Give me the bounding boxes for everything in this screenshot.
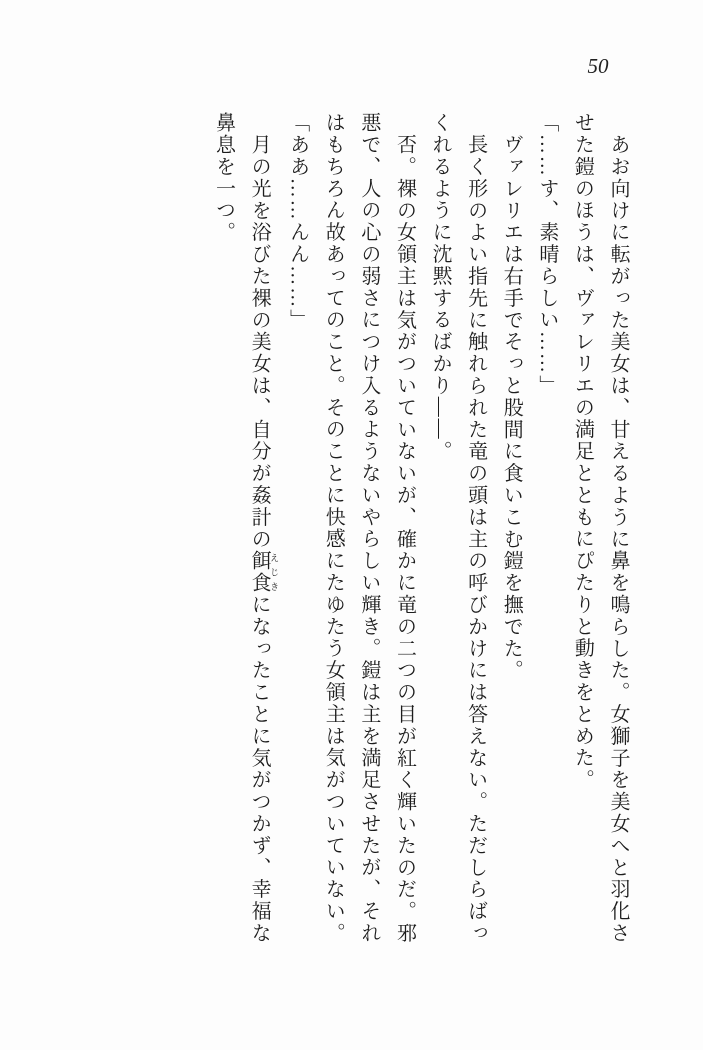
- dialogue-paragraph: 「ああ……んん……」: [286, 112, 309, 331]
- page-text-vertical: [205, 112, 635, 952]
- narration-paragraph: 月の光を浴びた裸の美女は、自分が姦計の餌食 えじきになったことに気がつかず、幸福な鼻息を一つ。: [212, 112, 280, 945]
- dialogue-paragraph: 「……す、素晴らしい……」: [535, 112, 558, 397]
- narration-paragraph: あお向けに転がった美女は、甘えるように鼻を鳴らした。女獅子を美女へと羽化させた鎧のほうは、ヴァレリエの満足とともにぴたりと動きをとめた。: [571, 112, 629, 945]
- narration-paragraph: ヴァレリエは右手でそっと股間に食いこむ鎧を撫でた。: [500, 134, 523, 682]
- page-number: 50: [587, 54, 609, 78]
- narration-paragraph: 否。裸の女領主は気がついていないが、確かに竜の二つの目が紅く輝いたのだ。邪悪で、人の心の弱さにつけ入るようないやらしい輝き。鎧は主を満足させたが、それはもちろん故あってのこと。そのことに快感にたゆたう女領主は気がついていない。: [322, 112, 416, 945]
- ruby-annotated-word: 餌食 えじき: [248, 550, 280, 594]
- narration-paragraph: 長く形のよい指先に触れられた竜の頭は主の呼びかけには答えない。ただしらばっくれるように沈黙するばかり――。: [429, 112, 487, 945]
